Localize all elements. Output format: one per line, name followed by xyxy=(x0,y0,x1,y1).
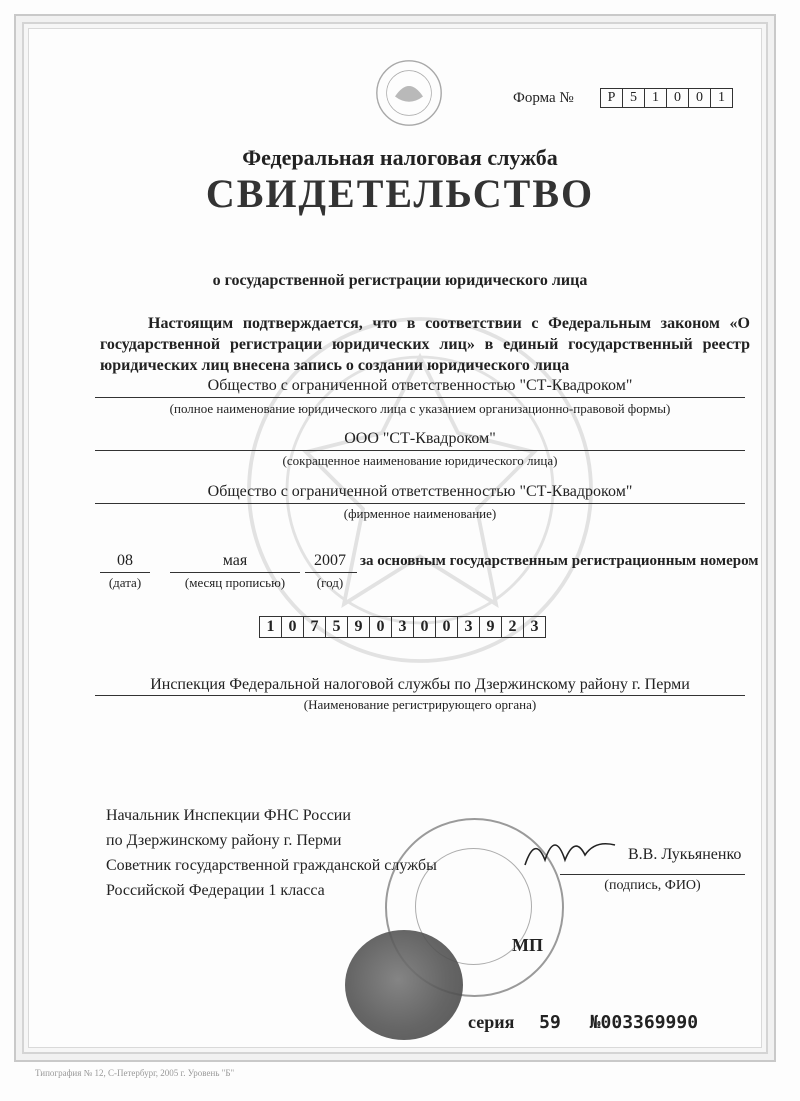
full-name-caption: (полное наименование юридического лица с указанием организационно-правовой формы) xyxy=(169,401,671,416)
authority-line xyxy=(95,695,745,696)
short-name-value: ООО "СТ-Квадроком" xyxy=(344,430,496,447)
brand-name-line xyxy=(95,503,745,504)
signatory-block xyxy=(106,803,437,903)
ogrn-digit: 3 xyxy=(523,617,545,637)
reg-month-caption: (месяц прописью) xyxy=(184,575,286,590)
series-label: серия xyxy=(468,1012,515,1032)
form-code-char: Р xyxy=(607,90,616,105)
signature-scribble xyxy=(520,825,620,875)
series-number xyxy=(468,1012,698,1033)
form-code-char: 5 xyxy=(622,89,644,107)
signatory-line-2: по Дзержинскому району г. Перми xyxy=(106,832,342,849)
ogrn-digit: 0 xyxy=(369,617,391,637)
signature-line xyxy=(560,874,745,875)
form-label: Форма № xyxy=(513,90,574,106)
signer-name: В.В. Лукьяненко xyxy=(628,846,742,863)
ogrn-digit: 1 xyxy=(266,618,275,635)
ogrn-digit: 5 xyxy=(325,617,347,637)
agency-name: Федеральная налоговая служба xyxy=(242,145,558,170)
document-subtitle: о государственной регистрации юридического лица xyxy=(212,272,588,289)
ogrn-digit: 3 xyxy=(457,617,479,637)
brand-name-value: Общество с ограниченной ответственностью "СТ-Квадроком" xyxy=(207,483,633,500)
series-value: 59 xyxy=(539,1012,561,1033)
printing-footer: Типография № 12, С-Петербург, 2005 г. Уровень "Б" xyxy=(35,1068,235,1078)
reg-year: 2007 xyxy=(314,552,346,569)
hologram-seal xyxy=(345,930,463,1040)
authority-caption: (Наименование регистрирующего органа) xyxy=(303,697,537,712)
intro-paragraph: Настоящим подтверждается, что в соответствии с Федеральным законом «О государственной регистрации юридических лиц» в единый государственный реестр юридических лиц внесена запись о создании юридического лица xyxy=(100,315,750,374)
ogrn-digit: 0 xyxy=(413,617,435,637)
ogrn-digit: 0 xyxy=(435,617,457,637)
form-code-char: 1 xyxy=(710,89,732,107)
brand-name-caption: (фирменное наименование) xyxy=(343,506,497,521)
form-code-char: 0 xyxy=(688,89,710,107)
reg-year-caption: (год) xyxy=(316,575,344,590)
reg-year-line xyxy=(305,572,357,573)
document-number: №003369990 xyxy=(589,1012,699,1033)
ogrn-digit: 9 xyxy=(479,617,501,637)
full-name-line xyxy=(95,397,745,398)
signatory-line-4: Российской Федерации 1 класса xyxy=(106,882,325,899)
reg-month: мая xyxy=(222,552,248,569)
reg-month-line xyxy=(170,572,300,573)
authority-name: Инспекция Федеральной налоговой службы по Дзержинскому району г. Перми xyxy=(150,676,690,693)
full-name-value: Общество с ограниченной ответственностью "СТ-Квадроком" xyxy=(207,377,633,394)
ogrn-digit: 9 xyxy=(347,617,369,637)
ogrn-digit: 0 xyxy=(281,617,303,637)
form-code xyxy=(600,88,733,108)
reg-day: 08 xyxy=(117,552,133,569)
reg-number-text: за основным государственным регистрационным номером xyxy=(360,553,759,569)
ogrn-digit: 7 xyxy=(303,617,325,637)
form-code-char: 0 xyxy=(666,89,688,107)
stamp-place-label: МП xyxy=(512,935,543,955)
signatory-line-1: Начальник Инспекции ФНС России xyxy=(106,807,351,824)
reg-day-line xyxy=(100,572,150,573)
signatory-line-3: Советник государственной гражданской службы xyxy=(106,857,437,874)
ogrn-number xyxy=(259,616,546,638)
short-name-line xyxy=(95,450,745,451)
form-code-char: 1 xyxy=(644,89,666,107)
short-name-caption: (сокращенное наименование юридического лица) xyxy=(282,453,558,468)
document-title: СВИДЕТЕЛЬСТВО xyxy=(205,171,595,216)
reg-day-caption: (дата) xyxy=(108,575,142,590)
tax-service-emblem xyxy=(374,58,444,128)
signature-caption: (подпись, ФИО) xyxy=(604,878,701,893)
ogrn-digit: 2 xyxy=(501,617,523,637)
ogrn-digit: 3 xyxy=(391,617,413,637)
